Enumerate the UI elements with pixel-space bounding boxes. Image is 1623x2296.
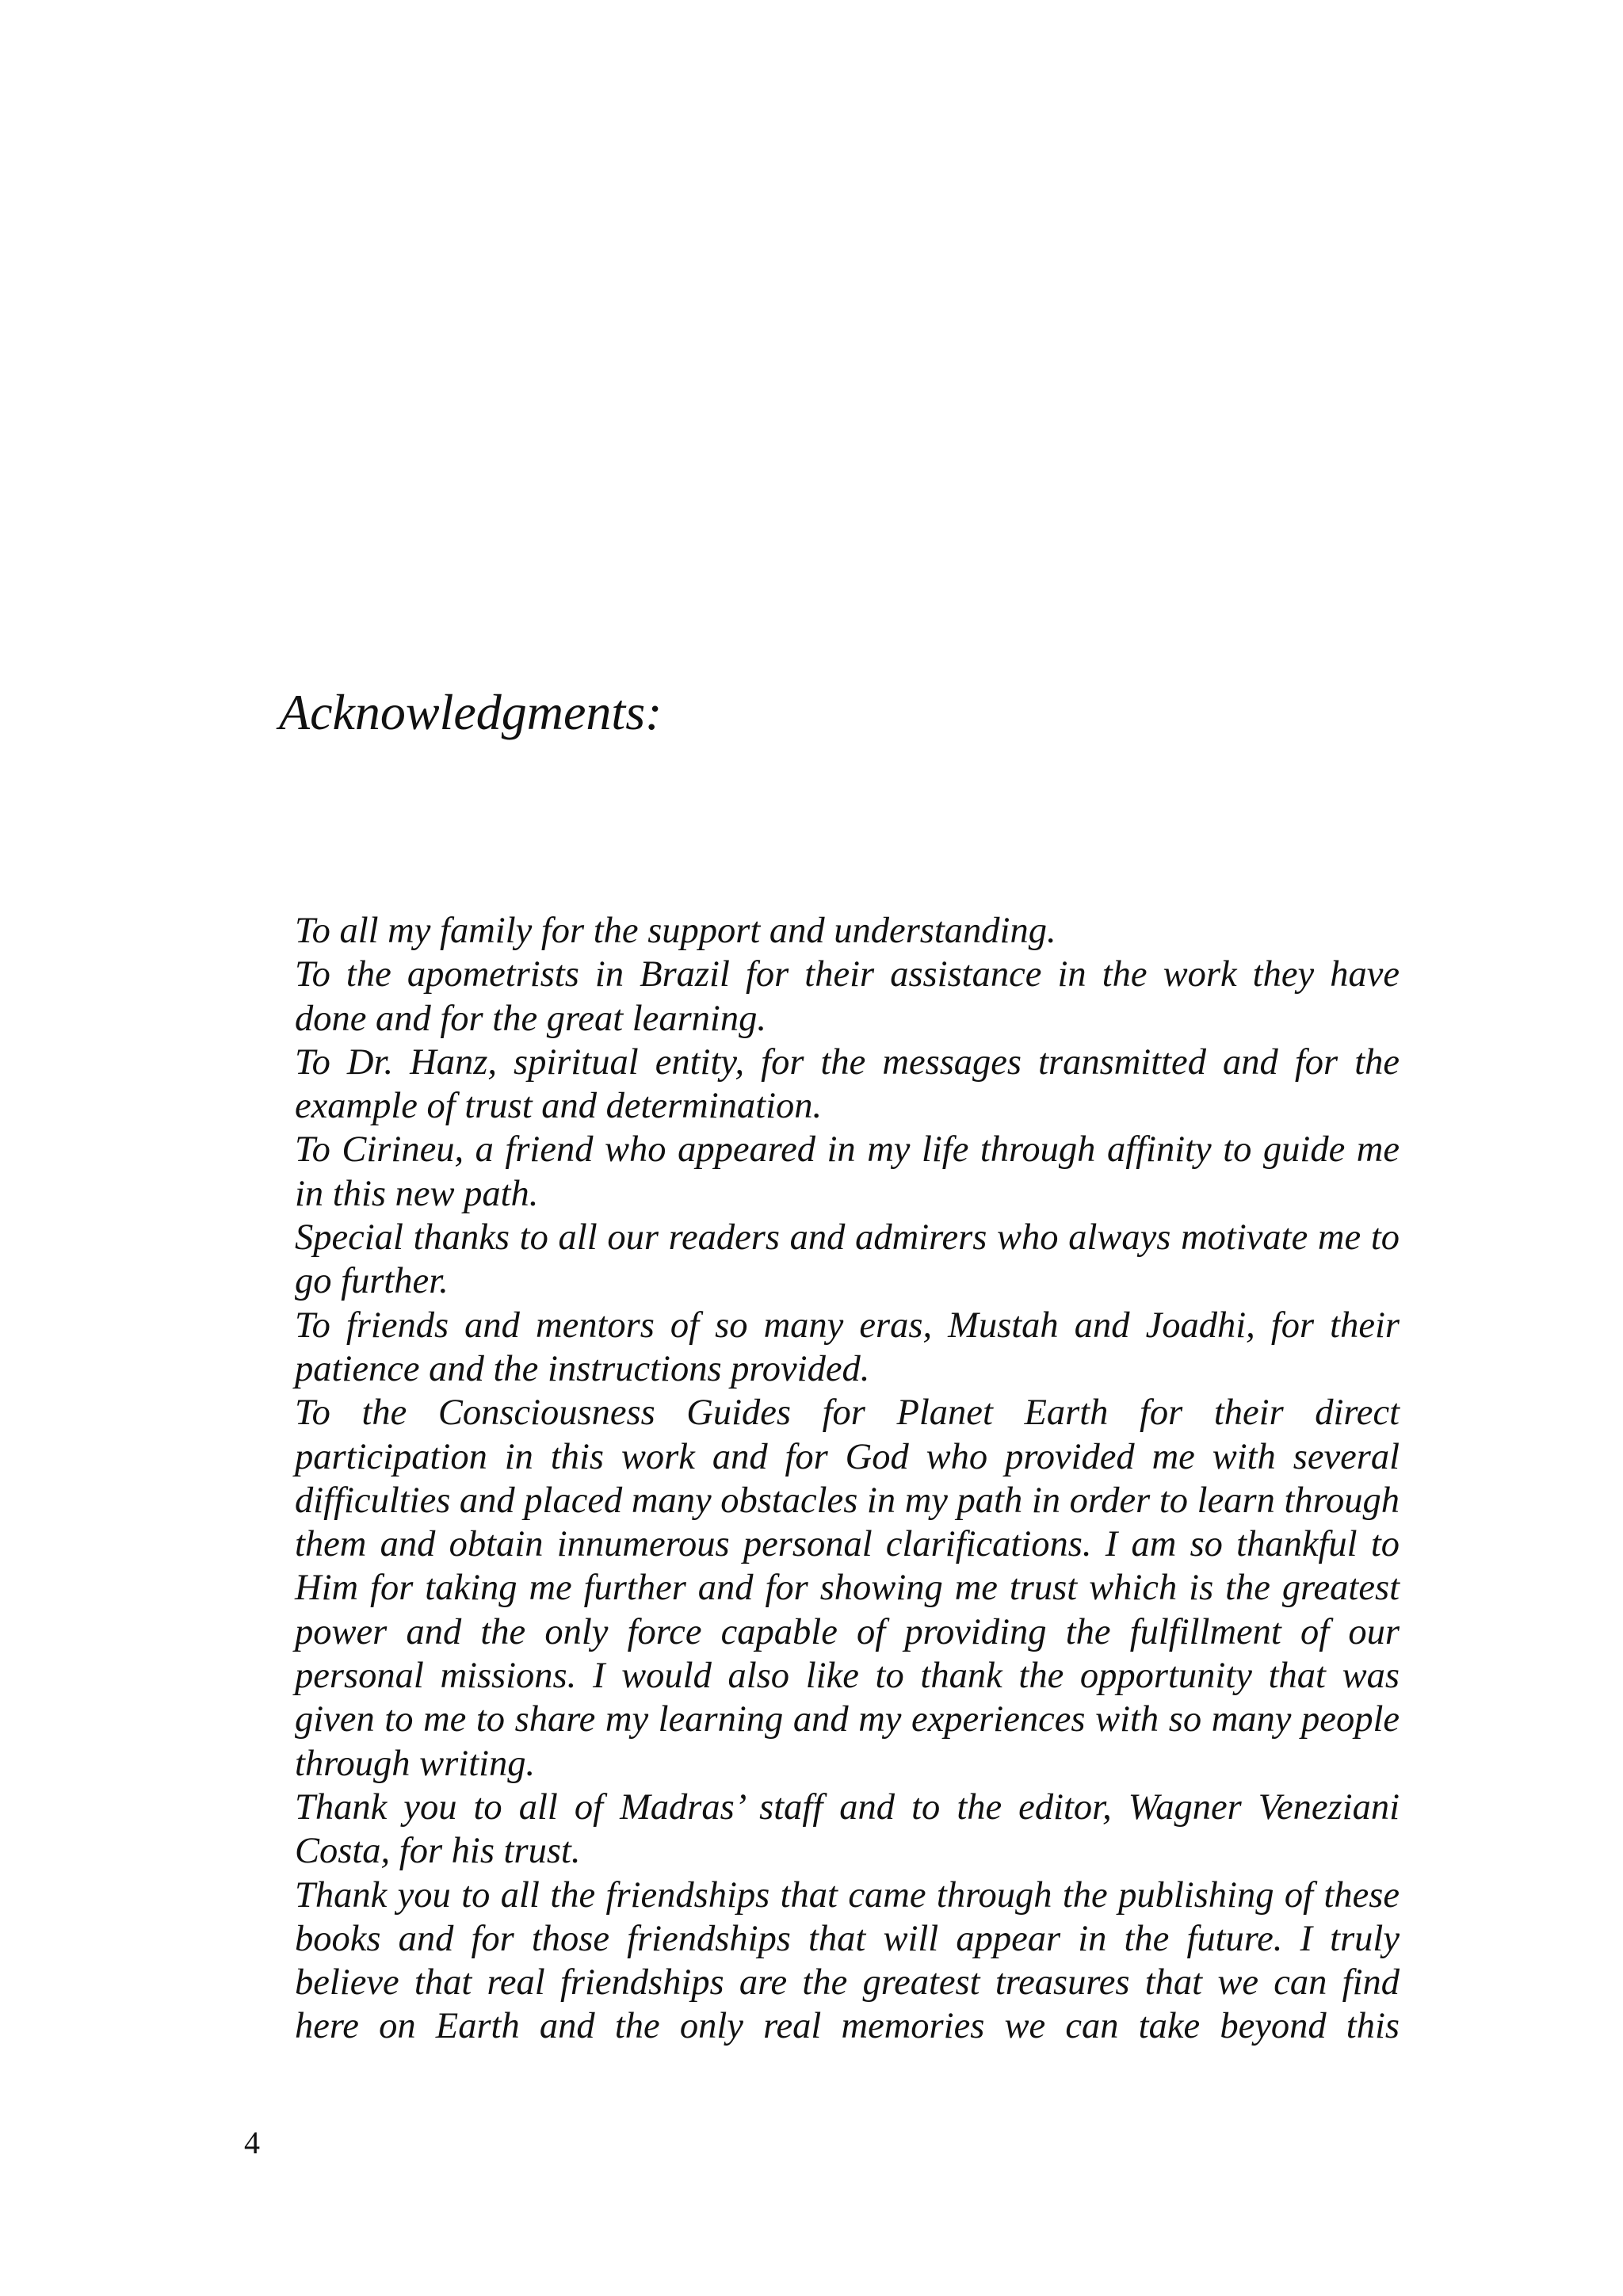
- acknowledgment-paragraph-guides: To the Consciousness Guides for Planet Earth for their direct participation in this work and for God who provided me with several difficulties and placed many obstacles in my path in order to learn through them and obtain innumerous personal clarifications. I am so thankful to Him for taking me further and for showing me trust which is the greatest power and the only force capable of providing the fulfillment of our personal missions. I would also like to thank the opportunity that was given to me to share my learning and my experiences with so many people through writing.: [295, 1392, 1400, 1784]
- acknowledgment-paragraph-mentors: To friends and mentors of so many eras, Mustah and Joadhi, for their patience and the instructions provided.: [295, 1305, 1400, 1389]
- page-number: 4: [244, 2125, 260, 2160]
- acknowledgment-paragraph-cirineu: To Cirineu, a friend who appeared in my life through affinity to guide me in this new path.: [295, 1129, 1400, 1214]
- page-title: Acknowledgments:: [279, 684, 663, 740]
- acknowledgment-paragraph-family: To all my family for the support and understanding.: [295, 911, 1056, 951]
- acknowledgment-paragraph-dr-hanz: To Dr. Hanz, spiritual entity, for the messages transmitted and for the example of trust and determination.: [295, 1041, 1400, 1127]
- acknowledgment-paragraph-friendships: Thank you to all the friendships that came through the publishing of these books and for those friendships that will appear in the future. I truly believe that real friendships are the greatest treasures that we can find here on Earth and the only real memories we can take beyond this: [295, 1874, 1400, 2047]
- acknowledgment-paragraph-madras-staff: Thank you to all of Madras’ staff and to the editor, Wagner Veneziani Costa, for his trust.: [295, 1786, 1400, 1872]
- acknowledgment-paragraph-apometrists: To the apometrists in Brazil for their assistance in the work they have done and for the great learning.: [295, 954, 1400, 1039]
- acknowledgment-paragraph-readers: Special thanks to all our readers and admirers who always motivate me to go further.: [295, 1217, 1400, 1302]
- acknowledgments-body: [295, 909, 1400, 2049]
